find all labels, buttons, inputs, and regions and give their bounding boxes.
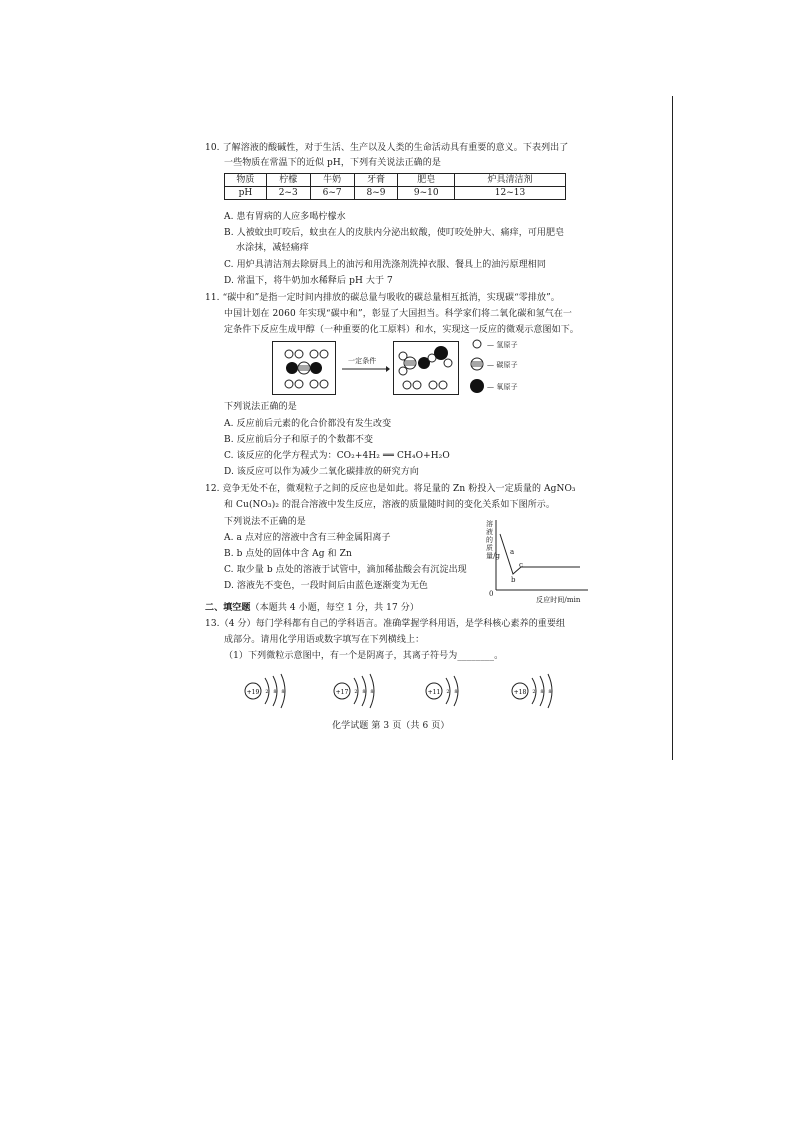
table-cell: 炉具清洁剂 — [455, 174, 566, 187]
shell-electron-count: 2 — [446, 689, 450, 695]
section-note: （本题共 4 小题，每空 1 分，共 17 分） — [250, 603, 419, 613]
margin-rule — [672, 96, 673, 760]
q13-line2: 成部分。请用化学用语或数字填写在下列横线上： — [224, 635, 425, 645]
table-cell: 肥皂 — [398, 174, 455, 187]
graph-origin: 0 — [489, 590, 494, 598]
atom-structure-icon — [333, 672, 385, 712]
atom-diagram — [244, 672, 296, 716]
table-cell: pH — [225, 187, 267, 200]
table-cell: 8~9 — [354, 187, 398, 200]
table-cell: 12~13 — [455, 187, 566, 200]
ph-table — [224, 173, 566, 200]
table-cell: 牛奶 — [310, 174, 354, 187]
q10-option-a: A. 患有胃病的人应多喝柠檬水 — [224, 212, 346, 222]
graph-point-c: c — [519, 561, 524, 569]
table-cell: 2~3 — [266, 187, 310, 200]
atom-diagram — [425, 672, 477, 716]
graph-point-a: a — [510, 548, 515, 556]
product-molecules — [393, 341, 459, 395]
q12-stem-line2: 和 Cu(NO₃)₂ 的混合溶液中发生反应，溶液的质量随时间的变化关系如下图所示。 — [224, 500, 555, 510]
graph-point-b: b — [511, 576, 516, 584]
atom-structure-icon — [244, 672, 296, 712]
q11-stem-line2: 中国计划在 2060 年实现“碳中和”，彰显了大国担当。科学家们将二氧化碳和氢气在一 — [224, 309, 573, 319]
q10-option-b: B. 人被蚊虫叮咬后，蚊虫在人的皮肤内分泌出蚁酸，使叮咬处肿大、痛痒，可用肥皂 — [224, 228, 565, 238]
q10-option-b-cont: 水涂抹，减轻痛痒 — [236, 243, 309, 253]
q10-option-d: D. 常温下，将牛奶加水稀释后 pH 大于 7 — [224, 276, 393, 286]
table-cell: 6~7 — [310, 187, 354, 200]
shell-electron-count: 8 — [370, 689, 374, 695]
q12-prompt: 下列说法不正确的是 — [224, 517, 306, 527]
shell-electron-count: 2 — [354, 689, 358, 695]
legend-hydrogen: — 氢原子 — [487, 341, 518, 349]
legend-oxygen: — 氧原子 — [487, 383, 518, 391]
atom-diagram — [333, 672, 385, 716]
q12-option-a: A. a 点对应的溶液中含有三种金属阳离子 — [224, 533, 391, 543]
atom-structure-icon — [511, 672, 563, 712]
q10-stem-line2: 一些物质在常温下的近似 pH，下列有关说法正确的是 — [224, 158, 441, 168]
atom-legend-icons — [469, 338, 489, 398]
shell-electron-count: 8 — [273, 689, 277, 695]
table-cell: 柠檬 — [266, 174, 310, 187]
q12-stem-line1: 12. 竞争无处不在，微观粒子之间的反应也是如此。将足量的 Zn 粉投入一定质量的 AgNO₃ — [205, 484, 576, 494]
reactant-molecules — [272, 341, 336, 395]
atom-diagram — [511, 672, 563, 716]
table-header-row — [225, 174, 566, 187]
q13-line3: （1）下列微粒示意图中，有一个是阴离子，其离子符号为________。 — [224, 651, 504, 661]
graph-x-axis-label: 反应时间/min — [536, 596, 581, 604]
reaction-arrow-icon — [342, 366, 390, 374]
section-title: 二、填空题 — [205, 603, 251, 613]
q12-option-c: C. 取少量 b 点处的溶液于试管中，滴加稀盐酸会有沉淀出现 — [224, 565, 467, 575]
reaction-condition-label: 一定条件 — [348, 357, 377, 365]
shell-electron-count: 2 — [265, 689, 269, 695]
table-cell: 牙膏 — [354, 174, 398, 187]
q13-line1: 13.（4 分）每门学科都有自己的学科语言。准确掌握学科用语，是学科核心素养的重要组 — [205, 619, 566, 629]
table-cell: 9~10 — [398, 187, 455, 200]
nucleus-charge: +17 — [335, 689, 349, 696]
q11-stem-line1: 11. “碳中和”是指一定时间内排放的碳总量与吸收的碳总量相互抵消，实现碳“零排放”。 — [205, 293, 560, 303]
q12-option-d: D. 溶液先不变色，一段时间后由蓝色逐渐变为无色 — [224, 581, 429, 591]
shell-electron-count: 2 — [532, 689, 536, 695]
q11-option-d: D. 该反应可以作为减少二氧化碳排放的研究方向 — [224, 467, 419, 477]
nucleus-charge: +18 — [513, 689, 527, 696]
q11-option-c: C. 该反应的化学方程式为：CO₂+4H₂ ══ CH₄O+H₂O — [224, 451, 450, 461]
section-heading — [205, 602, 419, 614]
q10-option-c: C. 用炉具清洁剂去除厨具上的油污和用洗涤剂洗掉衣服、餐具上的油污原理相同 — [224, 260, 546, 270]
q11-option-a: A. 反应前后元素的化合价都没有发生改变 — [224, 419, 392, 429]
shell-electron-count: 8 — [548, 689, 552, 695]
page-footer: 化学试题 第 3 页（共 6 页） — [332, 721, 450, 731]
table-row — [225, 187, 566, 200]
shell-electron-count: 8 — [454, 689, 458, 695]
nucleus-charge: +19 — [246, 689, 260, 696]
q11-prompt: 下列说法正确的是 — [224, 402, 297, 412]
shell-electron-count: 8 — [540, 689, 544, 695]
q11-stem-line3: 定条件下反应生成甲醇（一种重要的化工原料）和水，实现这一反应的微观示意图如下。 — [224, 325, 579, 335]
table-cell: 物质 — [225, 174, 267, 187]
q10-stem-line1: 10. 了解溶液的酸碱性，对于生活、生产以及人类的生命活动具有重要的意义。下表列出了 — [205, 143, 569, 153]
shell-electron-count: 8 — [281, 689, 285, 695]
q12-option-b: B. b 点处的固体中含 Ag 和 Zn — [224, 549, 352, 559]
shell-electron-count: 8 — [362, 689, 366, 695]
q11-option-b: B. 反应前后分子和原子的个数都不变 — [224, 435, 374, 445]
legend-carbon: — 碳原子 — [487, 361, 518, 369]
graph-y-axis-label: 溶液的质量/g — [486, 520, 501, 560]
atom-structure-icon — [425, 672, 477, 712]
nucleus-charge: +11 — [427, 689, 441, 696]
